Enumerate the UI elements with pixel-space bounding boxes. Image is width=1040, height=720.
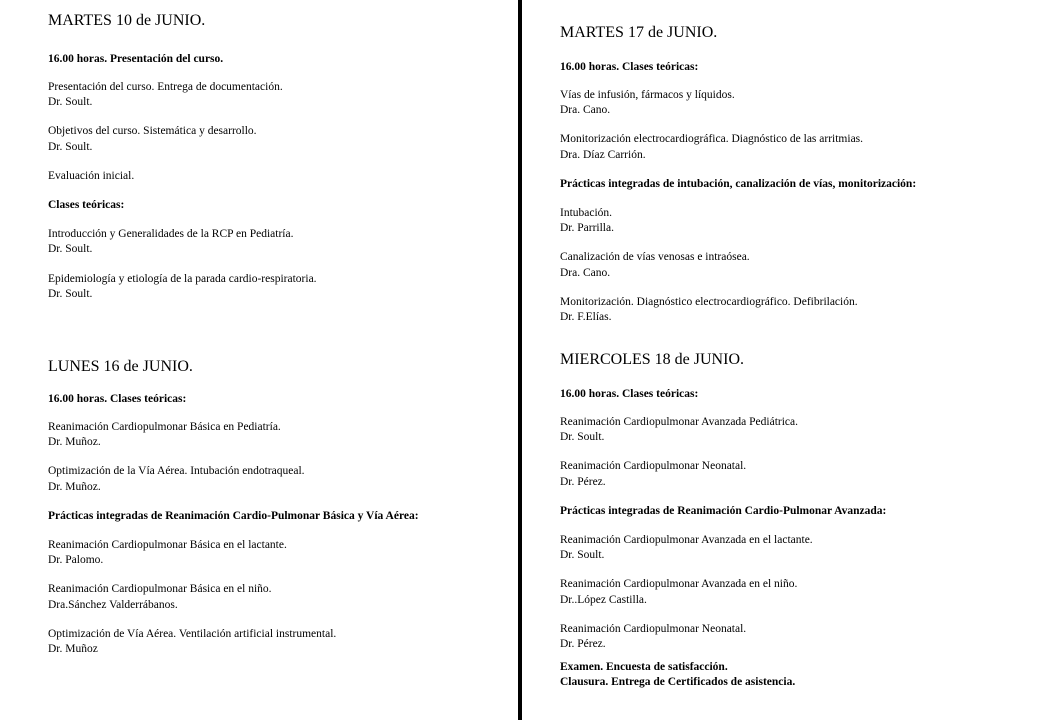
speaker: Dr. Pérez. [560,638,606,651]
day-heading: LUNES 16 de JUNIO. [48,358,193,375]
day-martes-17 [560,24,1030,325]
topic: Vías de infusión, fármacos y líquidos. [560,89,735,101]
topic: Reanimación Cardiopulmonar Básica en el niño. [48,583,272,596]
subheading: Prácticas integradas de Reanimación Cardio-Pulmonar Avanzada: [560,504,887,517]
speaker: Dr. Soult. [48,243,93,256]
speaker: Dra. Díaz Carrión. [560,148,646,161]
day-martes-10 [48,12,508,302]
session-time: 16.00 horas. Clases teóricas: [48,393,187,405]
session-time: 16.00 horas. Presentación del curso. [48,53,224,65]
speaker: Dr. Palomo. [48,554,104,567]
session-time: 16.00 horas. Clases teóricas: [560,388,699,400]
speaker: Dr. Muñoz. [48,480,101,493]
topic: Reanimación Cardiopulmonar Neonatal. [560,622,747,635]
speaker: Dr. Soult. [48,96,93,109]
day-heading: MARTES 10 de JUNIO. [48,12,206,29]
subheading: Prácticas integradas de intubación, canalización de vías, monitorización: [560,177,917,190]
topic: Optimización de Vía Aérea. Ventilación artificial instrumental. [48,627,337,640]
closing-exam: Examen. Encuesta de satisfacción. [560,661,728,674]
topic: Epidemiología y etiología de la parada cardio-respiratoria. [48,272,317,285]
closing-ceremony: Clausura. Entrega de Certificados de asistencia. [560,676,796,689]
topic: Reanimación Cardiopulmonar Neonatal. [560,460,747,473]
topic: Objetivos del curso. Sistemática y desarrollo. [48,125,257,138]
speaker: Dr. Pérez. [560,475,606,488]
topic: Reanimación Cardiopulmonar Básica en el lactante. [48,539,287,552]
topic: Reanimación Cardiopulmonar Avanzada en el niño. [560,578,798,591]
speaker: Dr..López Castilla. [560,593,647,606]
speaker: Dr. Muñoz. [48,436,101,449]
topic: Monitorización. Diagnóstico electrocardiográfico. Defibrilación. [560,295,858,308]
day-lunes-16 [48,358,508,657]
day-heading: MARTES 17 de JUNIO. [560,24,718,41]
speaker: Dra. Cano. [560,104,611,117]
session-time: 16.00 horas. Clases teóricas: [560,61,699,73]
day-miercoles-18 [560,351,1030,691]
speaker: Dr. F.Elías. [560,311,612,324]
topic: Presentación del curso. Entrega de documentación. [48,81,283,93]
topic: Evaluación inicial. [48,169,135,182]
speaker: Dra.Sánchez Valderrábanos. [48,598,178,611]
topic: Optimización de la Vía Aérea. Intubación endotraqueal. [48,465,305,478]
day-heading: MIERCOLES 18 de JUNIO. [560,351,744,368]
topic: Reanimación Cardiopulmonar Avanzada en el lactante. [560,534,813,547]
subheading: Clases teóricas: [48,199,125,212]
subheading: Prácticas integradas de Reanimación Cardio-Pulmonar Básica y Vía Aérea: [48,509,419,522]
topic: Reanimación Cardiopulmonar Básica en Pediatría. [48,421,281,433]
speaker: Dr. Muñoz [48,643,98,656]
speaker: Dr. Soult. [48,287,93,300]
speaker: Dr. Soult. [560,549,605,562]
topic: Introducción y Generalidades de la RCP en Pediatría. [48,228,294,241]
speaker: Dra. Cano. [560,266,611,279]
topic: Intubación. [560,207,613,220]
column-divider [518,0,522,720]
topic: Reanimación Cardiopulmonar Avanzada Pediátrica. [560,416,799,428]
topic: Monitorización electrocardiográfica. Diagnóstico de las arritmias. [560,133,864,146]
speaker: Dr. Soult. [560,431,605,444]
speaker: Dr. Soult. [48,140,93,153]
topic: Canalización de vías venosas e intraósea. [560,251,750,264]
speaker: Dr. Parrilla. [560,222,614,235]
